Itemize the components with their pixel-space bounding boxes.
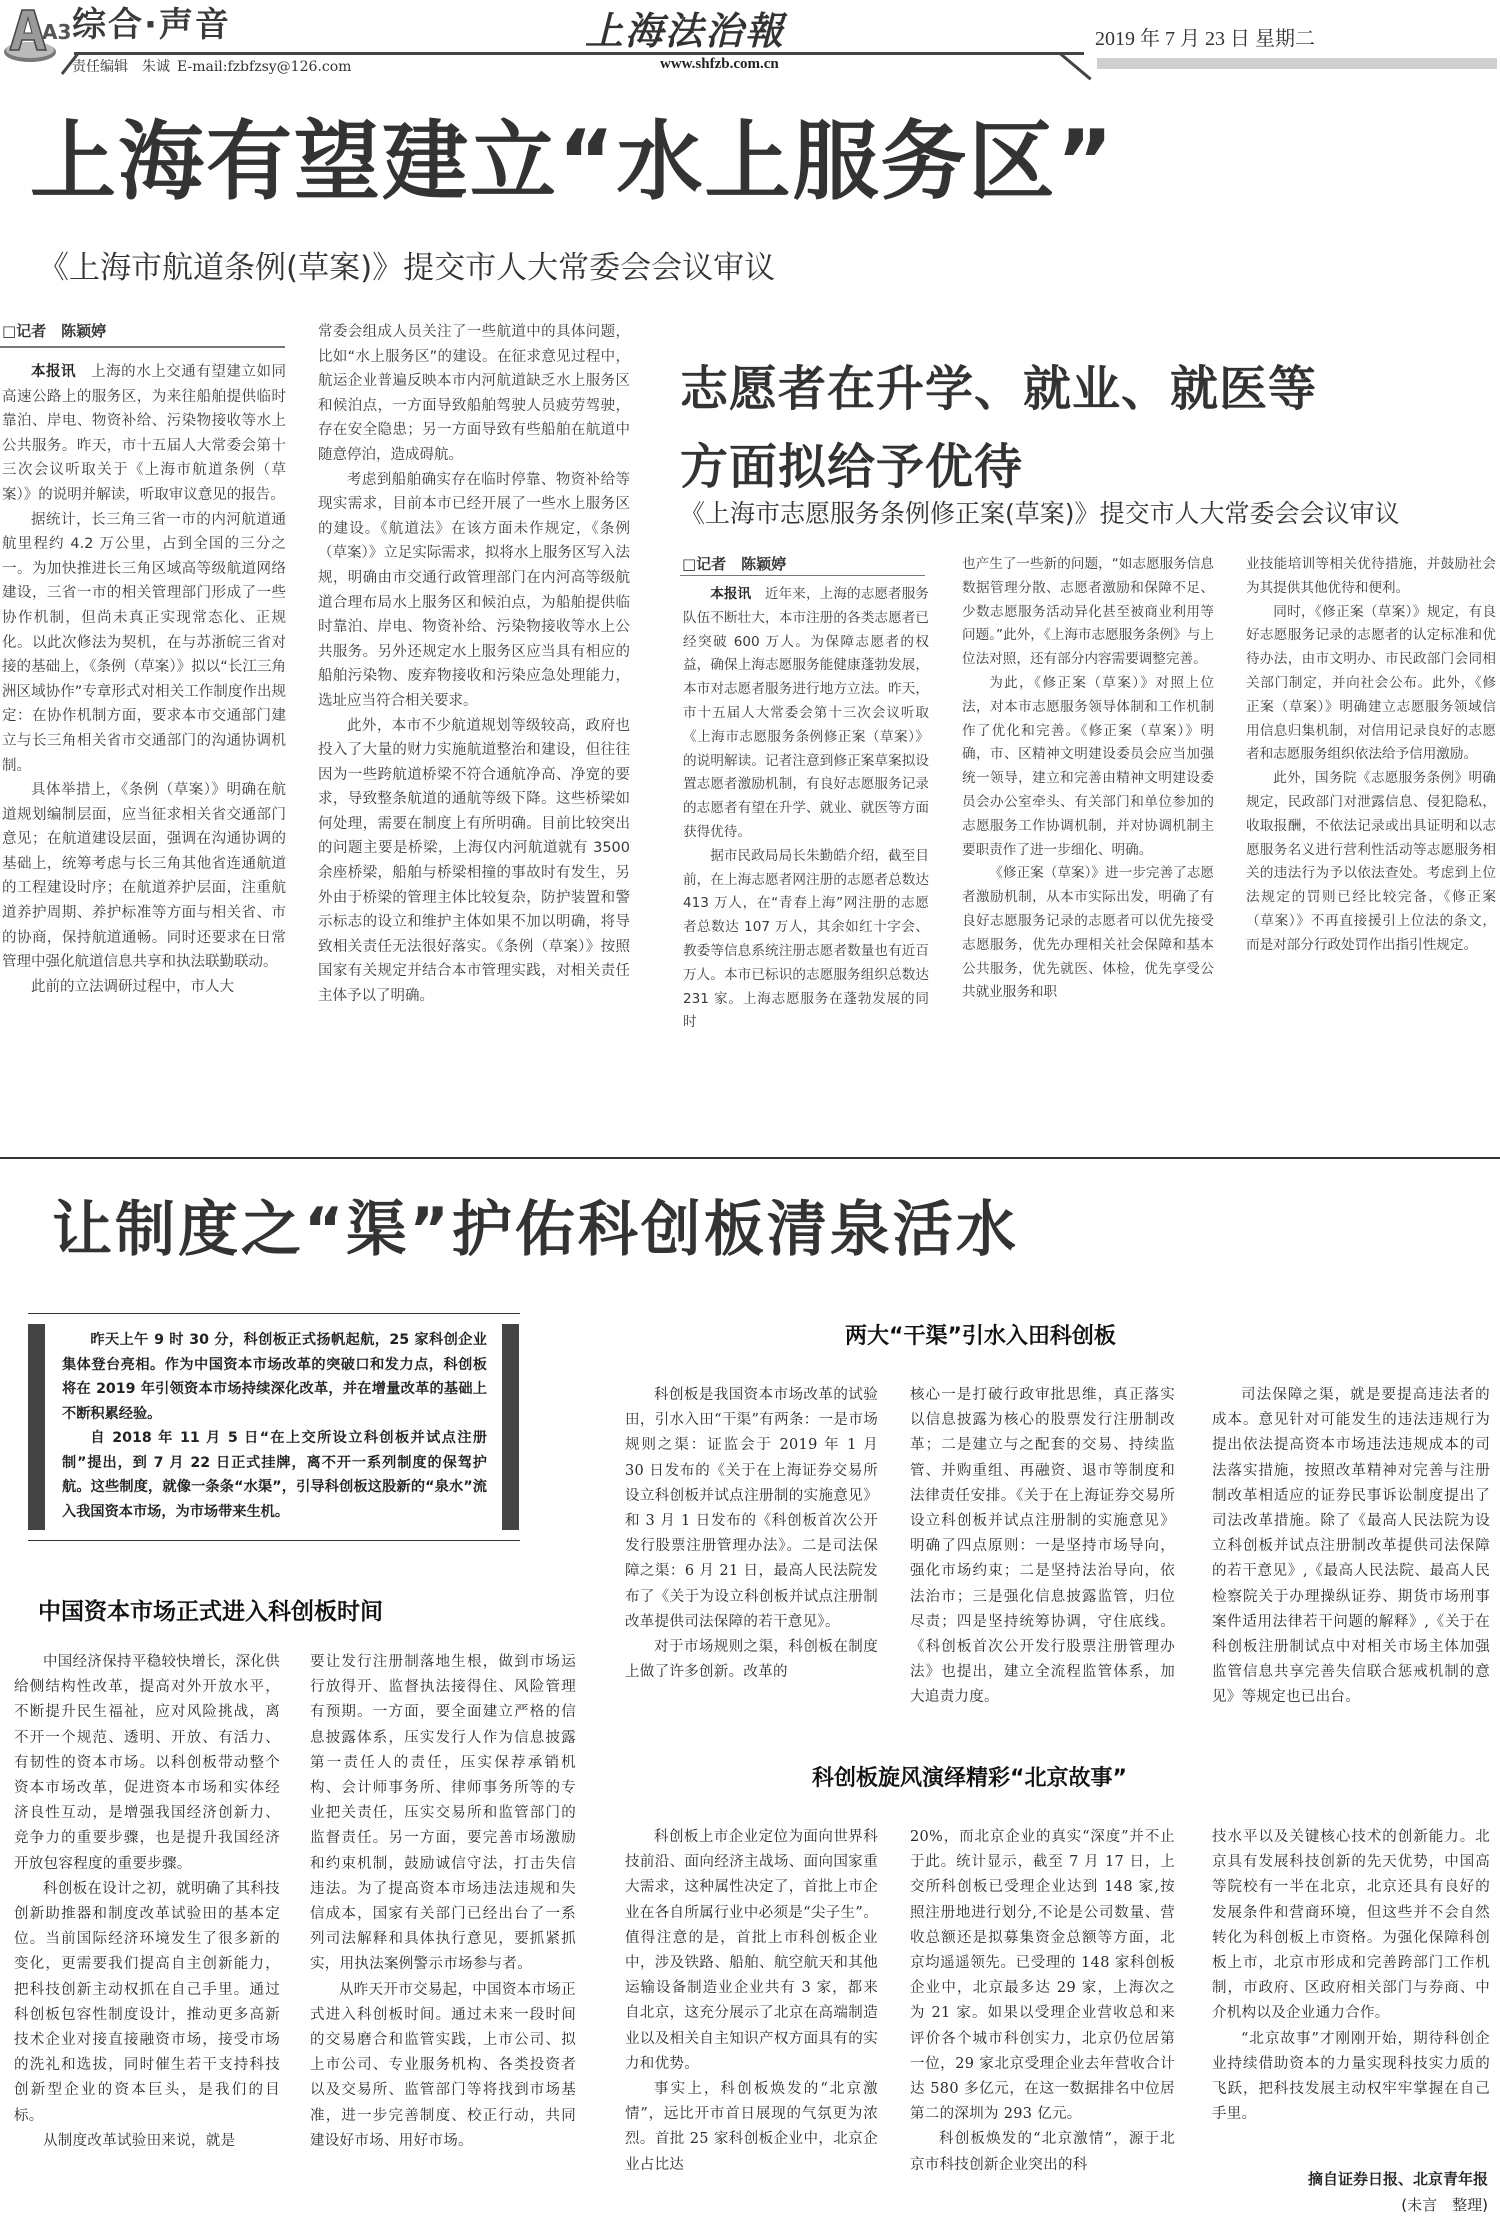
- section3-paragraph: 事实上，科创板焕发的“北京激情”，远比开市首日展现的气氛更为浓烈。首批 25 家科创板企业中，北京企业占比达: [625, 2081, 878, 2173]
- article2-paragraph: 为此，《修正案（草案）》对照上位法，对本市志愿服务领导体制和工作机制作了优化和完善。《修正案（草案）》明确，市、区精神文明建设委员会应当加强统一领导，建立和完善由精神文明建设委员会办公室牵头、有关部门和单位参加的志愿服务工作协调机制，并对协调机制主要职责作了进一步细化、明确。: [962, 674, 1214, 858]
- article2-headline-line-1: 志愿者在升学、就业、就医等: [680, 361, 1318, 417]
- article1-paragraph: 常委会组成人员关注了一些航道中的具体问题，比如“水上服务区”的建设。在征求意见过程中，航运企业普遍反映本市内河航道缺乏水上服务区和候泊点，一方面导致船舶驾驶人员疲劳驾驶，存在安全隐患；另一方面导致有些船舶在航道中随意停泊，造成碍航。: [318, 324, 630, 463]
- header-grey-bar: [1097, 58, 1497, 69]
- article1-paragraph: 本报讯 上海的水上交通有望建立如同高速公路上的服务区，为来往船舶提供临时靠泊、岸电、物资补给、污染物接收等水上公共服务。昨天，市十五届人大常委会第十三次会议听取关于《上海市航道条例（草案）》的说明并解读，听取审议意见的报告。: [2, 364, 286, 503]
- header-rule: [74, 52, 1084, 55]
- section3-paragraph: 20%，而北京企业的真实“深度”并不止于此。统计显示，截至 7 月 17 日，上交所科创板已受理企业达到 148 家,按照注册地进行划分,不论是公司数量、营收总额还是拟募集资金总额等方面，北京均遥遥领先。已受理的 148 家科创板企业中，北京最多达 29 家，上海次之为 21 家。如果以受理企业营收总和来评价各个城市科创实力，北京仍位居第一位，29 家北京受理企业去年营收合计达 580 多亿元，在这一数据排名中位居第二的深圳为 293 亿元。: [910, 1829, 1175, 2123]
- article1-column-1: [2, 360, 286, 999]
- article1-column-2: [318, 320, 630, 1009]
- intro-box-text: [62, 1328, 487, 1524]
- article3-source: 摘自证券日报、北京青年报: [1307, 2170, 1488, 2188]
- section-divider: [0, 1157, 1500, 1159]
- article2-paragraph: 此外，国务院《志愿服务条例》明确规定，民政部门对泄露信息、侵犯隐私，收取报酬，不依法记录或出具证明和以志愿服务名义进行营利性活动等志愿服务相关的违法行为予以依法查处。考虑到上位法规定的罚则已经比较完备，《修正案（草案）》不再直接援引上位法的条文，而是对部分行政处罚作出指引性规定。: [1246, 770, 1496, 953]
- page-badge: [4, 6, 72, 64]
- intro-box-bottom-rule: [28, 1540, 520, 1541]
- intro-box-bar-left: [28, 1324, 45, 1530]
- article2-subhead: 《上海市志愿服务条例修正案(草案)》提交市人大常委会会议审议: [680, 499, 1400, 528]
- editor-name: 朱诚: [142, 59, 170, 75]
- section-title: 综合·声音: [72, 5, 231, 45]
- article2-column-2: [962, 553, 1214, 1005]
- article2-column-1: [683, 583, 929, 1035]
- section3-column-3: [1212, 1825, 1490, 2127]
- section1-paragraph: 科创板在设计之初，就明确了其科技创新助推器和制度改革试验田的基本定位。当前国际经济环境发生了很多新的变化，更需要我们提高自主创新能力，把科技创新主动权抓在自己手里。通过科创板包容性制度设计，推动更多高新技术企业对接直接融资市场，接受市场的洗礼和选拔，同时催生若干支持科技创新型企业的资本巨头，是我们的目标。: [14, 1880, 280, 2124]
- article2-byline: □记者 陈颖婷: [682, 555, 787, 573]
- article2-headline-line-2: 方面拟给予优待: [680, 439, 1024, 495]
- article2-column-3: [1246, 553, 1496, 958]
- article1-paragraph: 据统计，长三角三省一市的内河航道通航里程约 4.2 万公里，占到全国的三分之一。为加快推进长三角区域高等级航道网络建设，三省一市的相关管理部门形成了一些协作机制，但尚未真正实现常态化、正规化。以此次修法为契机，在与苏浙皖三省对接的基础上，《条例（草案）》拟以“长江三角洲区域协作”专章形式对相关工作制度作出规定：在协作机制方面，要求本市交通部门建立与长三角相关省市交通部门的沟通协调机制。: [2, 511, 286, 774]
- masthead-logo: 上海法治報: [585, 8, 786, 53]
- article1-paragraph: 此前的立法调研过程中，市人大: [31, 978, 234, 995]
- section2-column-2: [910, 1383, 1175, 1711]
- section2-paragraph: 核心一是打破行政审批思维，真正落实以信息披露为核心的股票发行注册制改革；二是建立与之配套的交易、持续监管、并购重组、再融资、退市等制度和法律责任安排。《关于在上海证券交易所设立科创板并试点注册制的实施意见》明确了四点原则：一是坚持市场导向，强化市场约束；二是坚持法治导向，依法治市；三是强化信息披露监管，归位尽责；四是坚持统筹协调，守住底线。《科创板首次公开发行股票注册管理办法》也提出，建立全流程监管体系，加大追责力度。: [910, 1387, 1175, 1706]
- section1-title: 中国资本市场正式进入科创板时间: [38, 1599, 383, 1625]
- article2-paragraph: 《修正案（草案）》进一步完善了志愿者激励机制，从本市实际出发，明确了有良好志愿服务记录的志愿者可以优先接受志愿服务，优先办理相关社会保障和基本公共服务，优先就医、体检，优先享受公共就业服务和职: [962, 865, 1214, 1001]
- article1-headline: 上海有望建立“水上服务区”: [30, 112, 1116, 212]
- article1-byline: □记者 陈颖婷: [2, 322, 107, 340]
- editor-email[interactable]: E-mail:fzbfzsy@126.com: [177, 59, 352, 75]
- editor-label: 责任编辑: [72, 59, 128, 75]
- article2-paragraph: 据市民政局局长朱勤皓介绍，截至目前，在上海志愿者网注册的志愿者总数达 413 万人，在“青春上海”网注册的志愿者总数达 107 万人，其余如红十字会、教委等信息系统注册志愿者数量也有近百万人。本市已标识的志愿服务组织总数达 231 家。上海志愿服务在蓬勃发展的同时: [683, 847, 929, 1031]
- header-rule-slant-right: [1059, 52, 1092, 80]
- issue-date: 2019 年 7 月 23 日 星期二: [1095, 28, 1315, 50]
- section2-column-3: [1212, 1383, 1490, 1711]
- page-number: A3: [42, 20, 72, 44]
- article2-paragraph: 业技能培训等相关优待措施，并鼓励社会为其提供其他优待和便利。: [1246, 556, 1496, 596]
- article3-compiler: (未言 整理): [1401, 2196, 1488, 2214]
- article2-byline-rule: [680, 575, 925, 576]
- article1-paragraph: 具体举措上，《条例（草案）》明确在航道规划编制层面，应当征求相关省交通部门意见；在航道建设层面，强调在沟通协调的基础上，统筹考虑与长三角其他省连通航道的工程建设时序；在航道养护层面，注重航道养护周期、养护标准等方面与相关省、市的协商，保持航道通畅。同时还要求在日常管理中强化航道信息共享和执法联勤联动。: [2, 782, 286, 971]
- article2-paragraph: 同时，《修正案（草案）》规定，有良好志愿服务记录的志愿者的认定标准和优待办法，由市文明办、市民政部门会同相关部门制定，并向社会公布。此外，《修正案（草案）》明确建立志愿服务领域信用信息归集机制，对信用记录良好的志愿者和志愿服务组织依法给予信用激励。: [1246, 603, 1496, 763]
- section3-column-1: [625, 1825, 878, 2178]
- section2-paragraph: 司法保障之渠，就是要提高违法者的成本。意见针对可能发生的违法违规行为提出依法提高资本市场违法违规成本的司法落实措施，按照改革精神对完善与注册制改革相适应的证券民事诉讼制度提出了司法改革措施。除了《最高人民法院为设立科创板并试点注册制改革提供司法保障的若干意见》,《最高人民法院、最高人民检察院关于办理操纵证券、期货市场刑事案件适用法律若干问题的解释》,《关于在科创板注册制试点中对相关市场主体加强监管信息共享完善失信联合惩戒机制的意见》等规定也已出台。: [1212, 1387, 1490, 1706]
- article1-paragraph: 此外，本市不少航道规划等级较高，政府也投入了大量的财力实施航道整治和建设，但往往因为一些跨航道桥梁不符合通航净高、净宽的要求，导致整条航道的通航等级下降。这些桥梁如何处理，需要在制度上有所明确。目前比较突出的问题主要是桥梁，上海仅内河航道就有 3500 余座桥梁，船舶与桥梁相撞的事故时有发生，另外由于桥梁的管理主体比较复杂，防护装置和警示标志的设立和维护主体如果不加以明确，将导致相关责任无法很好落实。《条例（草案）》按照国家有关规定并结合本市管理实践，对相关责任主体予以了明确。: [318, 717, 630, 1005]
- section3-paragraph: “北京故事”才刚刚开始，期待科创企业持续借助资本的力量实现科技实力质的飞跃，把科技发展主动权牢牢掌握在自己手里。: [1212, 2030, 1490, 2123]
- intro-paragraph: 自 2018 年 11 月 5 日“在上交所设立科创板并试点注册制”提出，到 7 月 22 日正式挂牌，离不开一系列制度的保驾护航。这些制度，就像一条条“水渠”，引导科创板这股新的“泉水”流入我国资本市场，为市场带来生机。: [62, 1430, 487, 1520]
- section2-column-1: [625, 1383, 878, 1685]
- section2-paragraph: 对于市场规则之渠，科创板在制度上做了许多创新。改革的: [625, 1639, 878, 1681]
- section3-column-2: [910, 1825, 1175, 2178]
- article2-paragraph: 也产生了一些新的问题，“如志愿服务信息数据管理分散、志愿者激励和保障不足、少数志愿服务活动异化甚至被商业利用等问题。”此外，《上海市志愿服务条例》与上位法对照，还有部分内容需要调整完善。: [962, 556, 1214, 668]
- section2-paragraph: 科创板是我国资本市场改革的试验田，引水入田“干渠”有两条：一是市场规则之渠：证监会于 2019 年 1 月 30 日发布的《关于在上海证券交易所设立科创板并试点注册制的实施意见》和 3 月 1 日发布的《科创板首次公开发行股票注册管理办法》。二是司法保障之渠：6 月 21 日，最高人民法院发布了《关于为设立科创板并试点注册制改革提供司法保障的若干意见》。: [625, 1387, 878, 1630]
- article2-lead: 本报讯: [710, 586, 752, 602]
- intro-box-bar-right: [502, 1324, 519, 1530]
- editor-line: [72, 56, 351, 76]
- section2-title: 两大“干渠”引水入田科创板: [845, 1324, 1116, 1349]
- section1-paragraph: 要让发行注册制落地生根，做到市场运行放得开、监督执法接得住、风险管理有预期。一方面，要全面建立严格的信息披露体系，压实发行人作为信息披露第一责任人的责任，压实保荐承销机构、会计师事务所、律师事务所等的专业把关责任，压实交易所和监管部门的监督责任。另一方面，要完善市场激励和约束机制，鼓励诚信守法，打击失信违法。为了提高资本市场违法违规和失信成本，国家有关部门已经出台了一系列司法解释和具体执行意见，要抓紧抓实，用执法案例警示市场参与者。: [310, 1654, 576, 1973]
- intro-box-top-rule: [28, 1313, 520, 1314]
- section1-paragraph: 从制度改革试验田来说，就是: [43, 2132, 236, 2149]
- article2-headline: [680, 350, 1317, 506]
- section1-paragraph: 中国经济保持平稳较快增长，深化供给侧结构性改革，提高对外开放水平，不断提升民生福祉，应对风险挑战，离不开一个规范、透明、开放、有活力、有韧性的资本市场。以科创板带动整个资本市场改革，促进资本市场和实体经济良性互动，是增强我国经济创新力、竞争力的重要步骤，也是提升我国经济开放包容程度的重要步骤。: [14, 1654, 280, 1872]
- article3-headline: 让制度之“渠”护佑科创板清泉活水: [52, 1195, 1019, 1265]
- article1-byline-rule: [0, 346, 285, 348]
- section3-title: 科创板旋风演绎精彩“北京故事”: [812, 1766, 1127, 1791]
- section3-paragraph: 科创板焕发的“北京激情”，源于北京市科技创新企业突出的科: [910, 2131, 1175, 2173]
- section3-paragraph: 技水平以及关键核心技术的创新能力。北京具有发展科技创新的先天优势，中国高等院校有一半在北京，北京还具有良好的发展条件和营商环境，但这些并不会自然转化为科创板上市资格。为强化保障科创板上市，北京市形成和完善跨部门工作机制，市政府、区政府相关部门与券商、中介机构以及企业通力合作。: [1212, 1829, 1490, 2022]
- article1-paragraph: 考虑到船舶确实存在临时停靠、物资补给等现实需求，目前本市已经开展了一些水上服务区的建设。《航道法》在该方面未作规定，《条例（草案）》立足实际需求，拟将水上服务区写入法规，明确由市交通行政管理部门在内河高等级航道合理布局水上服务区和候泊点，为船舶提供临时靠泊、岸电、物资补给、污染物接收等水上公共服务。另外还规定水上服务区应当具有相应的船舶污染物、废弃物接收和污染应急处理能力，选址应当符合相关要求。: [318, 471, 630, 709]
- article2-paragraph: 本报讯 近年来，上海的志愿者服务队伍不断壮大，本市注册的各类志愿者已经突破 600 万人。为保障志愿者的权益，确保上海志愿服务能健康蓬勃发展，本市对志愿者服务进行地方立法。昨天，市十五届人大常委会第十三次会议听取《上海市志愿服务条例修正案（草案）》的说明解读。记者注意到修正案草案拟设置志愿者激励机制，有良好志愿服务记录的志愿者有望在升学、就业、就医等方面获得优待。: [683, 586, 930, 840]
- section1-column-1: [14, 1650, 280, 2154]
- article1-subhead: 《上海市航道条例(草案)》提交市人大常委会会议审议: [38, 250, 776, 286]
- site-url[interactable]: www.shfzb.com.cn: [660, 56, 779, 72]
- intro-paragraph: 昨天上午 9 时 30 分，科创板正式扬帆起航，25 家科创企业集体登台亮相。作为中国资本市场改革的突破口和发力点，科创板将在 2019 年引领资本市场持续深化改革，并在增量改革的基础上不断积累经验。: [62, 1332, 487, 1422]
- article1-lead: 本报讯: [31, 364, 77, 380]
- section1-column-2: [310, 1650, 576, 2154]
- section3-paragraph: 科创板上市企业定位为面向世界科技前沿、面向经济主战场、面向国家重大需求，这种属性决定了，首批上市企业在各自所属行业中必须是“尖子生”。值得注意的是，首批上市科创板企业中，涉及铁路、船舶、航空航天和其他运输设备制造业企业共有 3 家，都来自北京，这充分展示了北京在高端制造业以及相关自主知识产权方面具有的实力和优势。: [625, 1829, 878, 2072]
- section1-paragraph: 从昨天开市交易起，中国资本市场正式进入科创板时间。通过未来一段时间的交易磨合和监管实践，上市公司、拟上市公司、专业服务机构、各类投资者以及交易所、监管部门等将找到市场基准，进一步完善制度、校正行动，共同建设好市场、用好市场。: [310, 1981, 576, 2149]
